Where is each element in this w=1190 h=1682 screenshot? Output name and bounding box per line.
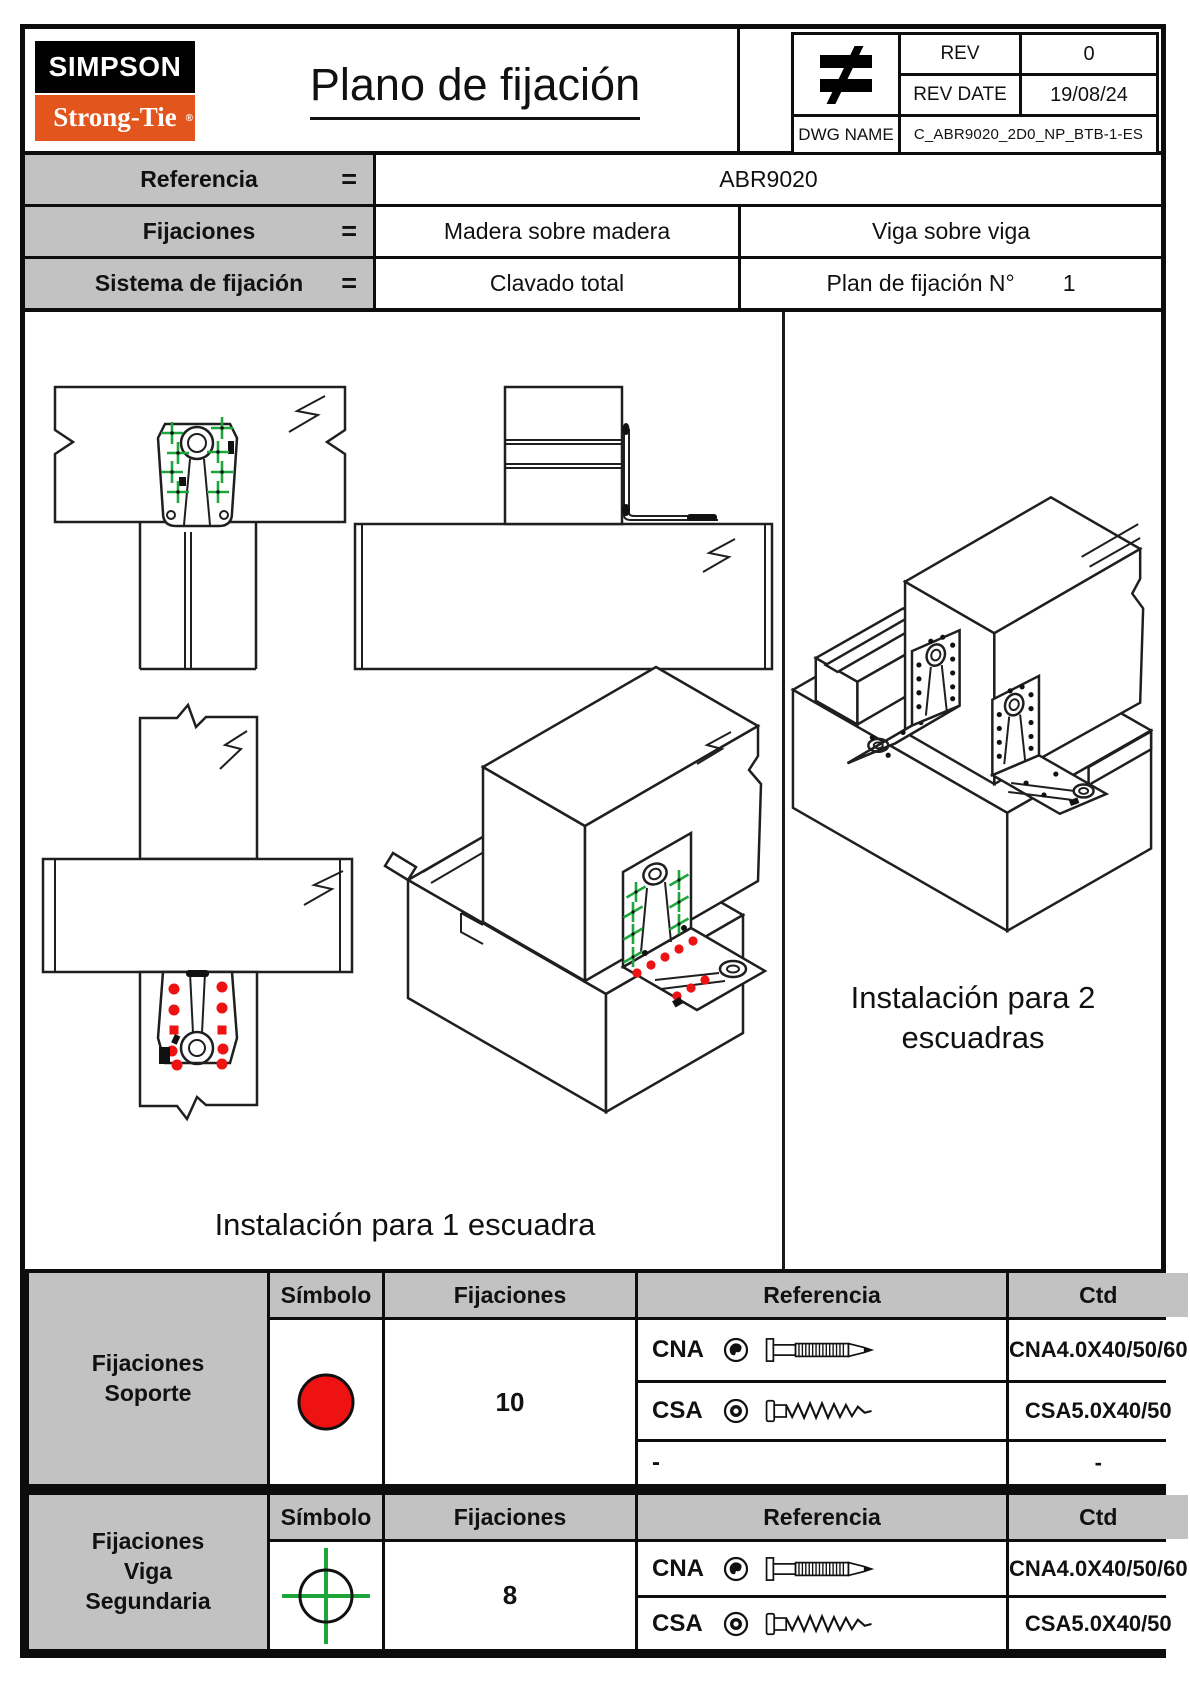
fixings-secondary-beam-table bbox=[25, 1491, 1188, 1653]
rev-label: REV bbox=[901, 35, 1019, 73]
header-referencia: Referencia bbox=[638, 1495, 1006, 1539]
installation-2-brackets-drawing bbox=[786, 312, 1161, 1262]
screw-head-icon bbox=[723, 1398, 749, 1424]
fijaciones-value-right: Viga sobre viga bbox=[741, 207, 1161, 256]
nail-icon bbox=[764, 1332, 892, 1368]
plan-number-cell: Plan de fijación N° 1 bbox=[741, 259, 1161, 308]
page-title: Plano de fijación bbox=[215, 59, 735, 111]
header-fijaciones: Fijaciones bbox=[385, 1273, 635, 1317]
isometric-1-bracket-drawing bbox=[385, 667, 765, 1112]
logo-strongtie: Strong-Tie ® bbox=[35, 95, 195, 141]
fixing-code: CNA bbox=[652, 1336, 704, 1363]
rev-date-value: 19/08/24 bbox=[1022, 76, 1156, 114]
header-divider bbox=[737, 29, 740, 151]
header-simbolo: Símbolo bbox=[270, 1495, 382, 1539]
drawing-sheet bbox=[20, 24, 1188, 1658]
fixing-reference: CNA4.0X40/50/60 bbox=[1009, 1320, 1188, 1380]
quantity-value: 10 bbox=[385, 1320, 635, 1484]
header-simbolo: Símbolo bbox=[270, 1273, 382, 1317]
referencia-label-cell: Referencia = bbox=[25, 155, 373, 204]
header-ctd: Ctd bbox=[1009, 1273, 1188, 1317]
fixing-reference: CSA5.0X40/50 bbox=[1009, 1598, 1188, 1649]
screw-head-icon bbox=[723, 1611, 749, 1637]
fijaciones-label-cell: Fijaciones = bbox=[25, 207, 373, 256]
dwg-name-label: DWG NAME bbox=[794, 117, 898, 152]
fixing-reference: CNA4.0X40/50/60 bbox=[1009, 1542, 1188, 1595]
registered-mark: ® bbox=[185, 113, 193, 124]
nail-head-icon bbox=[723, 1337, 749, 1363]
equals-sign: = bbox=[341, 216, 357, 246]
fixing-code: CSA bbox=[652, 1397, 703, 1424]
fixings-support-table bbox=[25, 1269, 1188, 1491]
installation-1-bracket-drawing bbox=[25, 312, 783, 1262]
fixing-reference: - bbox=[1009, 1442, 1188, 1484]
quantity-value: 8 bbox=[385, 1542, 635, 1649]
sheet-header bbox=[25, 29, 1161, 155]
reference-info-table bbox=[25, 155, 1161, 312]
cross-view-drawing bbox=[43, 705, 352, 1119]
nail-head-icon bbox=[723, 1556, 749, 1582]
referencia-value: ABR9020 bbox=[376, 155, 1161, 204]
rev-value: 0 bbox=[1022, 35, 1156, 73]
red-dot-symbol bbox=[270, 1320, 382, 1484]
sistema-label-cell: Sistema de fijación = bbox=[25, 259, 373, 308]
plan-number-value: 1 bbox=[1062, 270, 1076, 296]
fixing-code: CNA bbox=[652, 1554, 704, 1582]
logo-simpson: SIMPSON bbox=[35, 41, 195, 93]
green-crosshair-symbol bbox=[270, 1542, 382, 1649]
drawing-area bbox=[25, 312, 1161, 1269]
nail-icon bbox=[764, 1551, 892, 1587]
fixing-row-cna bbox=[638, 1320, 1006, 1380]
fixing-code: - bbox=[652, 1449, 660, 1476]
revision-table bbox=[791, 32, 1159, 155]
sistema-value-left: Clavado total bbox=[376, 259, 738, 308]
fixing-code: CSA bbox=[652, 1609, 703, 1637]
fijaciones-value-left: Madera sobre madera bbox=[376, 207, 738, 256]
header-ctd: Ctd bbox=[1009, 1495, 1188, 1539]
fixing-row-csa bbox=[638, 1598, 1006, 1649]
group-label-secondary-beam: Fijaciones Viga Segundaria bbox=[29, 1495, 267, 1649]
panel-divider bbox=[782, 312, 785, 1269]
simpson-strongtie-logo bbox=[35, 41, 195, 141]
rev-date-label: REV DATE bbox=[901, 76, 1019, 114]
header-fijaciones: Fijaciones bbox=[385, 1495, 635, 1539]
front-view-drawing bbox=[55, 387, 345, 669]
side-view-drawing bbox=[355, 387, 772, 669]
equals-sign: = bbox=[341, 268, 357, 298]
fixing-row-csa bbox=[638, 1383, 1006, 1439]
screw-icon bbox=[764, 1606, 892, 1642]
screw-icon bbox=[764, 1393, 892, 1429]
caption-installation-1: Instalación para 1 escuadra bbox=[214, 1207, 596, 1242]
fixing-row-dash bbox=[638, 1442, 1006, 1484]
header-referencia: Referencia bbox=[638, 1273, 1006, 1317]
equals-sign: = bbox=[341, 164, 357, 194]
fixing-reference: CSA5.0X40/50 bbox=[1009, 1383, 1188, 1439]
dwg-name-value: C_ABR9020_2D0_NP_BTB-1-ES bbox=[901, 117, 1156, 152]
not-equal-icon bbox=[794, 35, 898, 114]
fixing-row-cna bbox=[638, 1542, 1006, 1595]
group-label-support: Fijaciones Soporte bbox=[29, 1273, 267, 1484]
caption-installation-2: Instalación para 2 escuadras bbox=[850, 980, 1096, 1056]
